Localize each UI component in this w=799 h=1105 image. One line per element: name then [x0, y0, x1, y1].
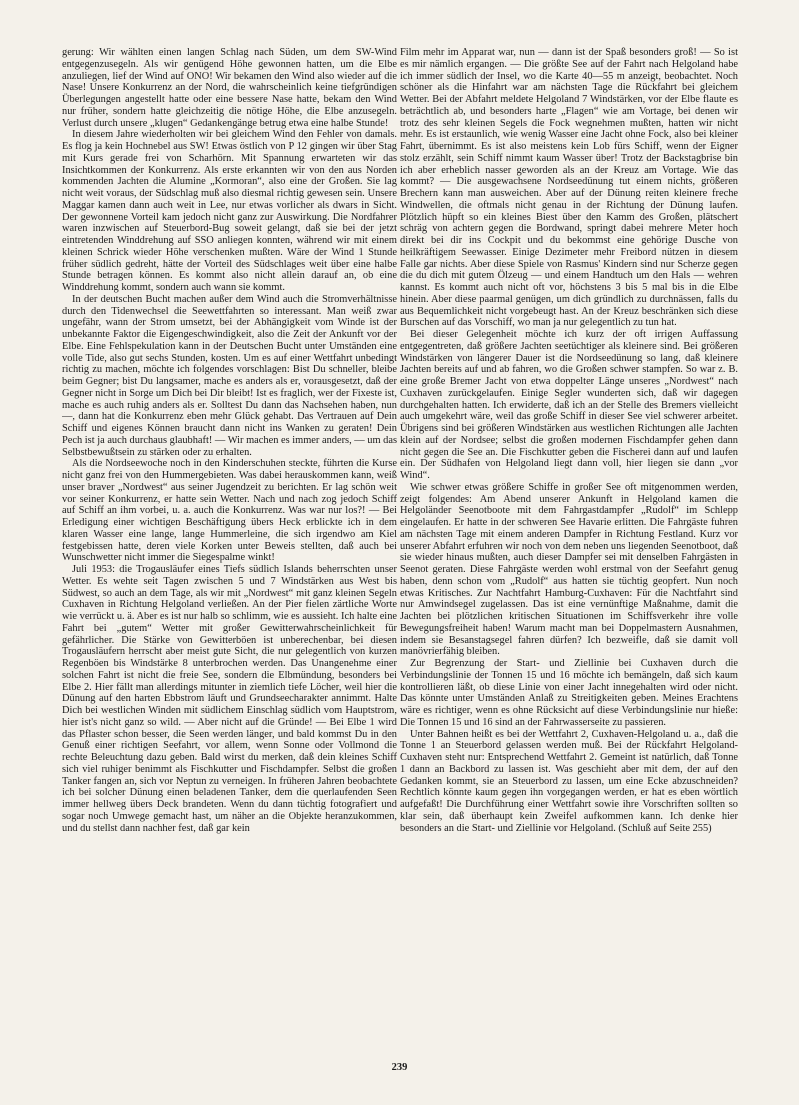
paragraph: Unter Bahnen heißt es bei der Wettfahrt 2, Cuxhaven-Helgoland u. a., daß die Tonne 1 an Steuerbord gelassen werden muß. Bei der Rückfahrt Helgoland-Cuxhaven steht nur: Entsprechend Wettfahrt 2. Gemeint ist natürlich, daß Tonne 1 dann an Backbord zu lassen ist. Was geschieht aber mit dem, der auf den Gedanken kommt, sie an Steuerbord zu lassen, um eine Ecke abzuschneiden? Rechtlich könnte kaum gegen ihn vorgegangen werden, er hat es eben wörtlich aufgefaßt! Die Durchführung einer Wettfahrt sowie ihre Vorschriften sollten so klar sein, daß überhaupt kein Zweifel aufkommen kann. Ich denke hier besonders an die Start- und Ziellinie vor Helgoland. (Schluß auf Seite 255) — [400, 728, 738, 834]
paragraph: In diesem Jahre wiederholten wir bei gleichem Wind den Fehler von damals. Es flog ja kein Hochnebel aus SW! Etwas östlich von P 12 gingen wir über Stag mit Kurs gerade frei von Scharhörn. Mit Spannung erwarteten wir das Insichtkommen der Konkurrenz. Als erste erkannten wir von den aus Norden kommenden Jachten die Alumine „Kormoran“, also eine der Großen. Sie lag nicht weit voraus, der Südschlag muß also diesmal richtig gewesen sein. Unsere Maggar kamen dann auch weit in Lee, nur etwas vorlicher als dwars in Sicht. Der gewonnene Vorteil kam jedoch nicht ganz zur Auswirkung. Die Nordfahrer waren inzwischen auf Steuerbord-Bug soweit gelangt, daß sie bei der jetzt eintretenden Winddrehung auf SSO anliegen konnten, während wir mit einem kleinen Schrick wieder Höhe verschenken mußten. Wäre der Wind 1 Stunde früher südlich gedreht, hätte der Vorteil des Südschlages weit über eine halbe Stunde betragen können. Es kommt also nicht allein darauf an, ob eine Winddrehung kommt, sondern auch wann sie kommt. — [62, 129, 397, 293]
page-number: 239 — [391, 1062, 408, 1073]
paragraph: Zur Begrenzung der Start- und Ziellinie bei Cuxhaven durch die Verbindungslinie der Tonnen 15 und 16 möchte ich bemängeln, daß sich kaum kontrollieren läßt, ob diese Linie von einer Jacht innegehalten wird oder nicht. Das könnte unter Umständen Anlaß zu Streitigkeiten geben. Meines Erachtens wäre es richtiger, wenn es ohne Rücksicht auf diese Verbindungslinie nur hieße: Die Tonnen 15 und 16 sind an der Fahrwasserseite zu passieren. — [400, 658, 738, 728]
left-text-column — [62, 47, 397, 1077]
paragraph: Film mehr im Apparat war, nun — dann ist der Spaß besonders groß! — So ist es mir nämlich ergangen. — Die größte See auf der Fahrt nach Helgoland habe ich immer südlich der Insel, wo die Karte 40—55 m anzeigt, beobachtet. Noch schöner als die Hinfahrt war am nächsten Tage die Rückfahrt bei gleichem Wetter. Bei der Abfahrt meldete Helgoland 7 Windstärken, vor der Elbe flaute es beträchtlich ab, und besonders harte „Flagen“ wie am Vortage, bei denen wir trotz des sehr kleinen Segels die Fock wegnehmen mußten, hatten wir nicht mehr. Es ist erstaunlich, wie wenig Wasser eine Jacht ohne Fock, also bei kleiner Fahrt, übernimmt. Es ist also meistens kein Lob fürs Schiff, wenn der Eigner stolz erzählt, sein Schiff nimmt kaum Wasser über! Trotz der Backstagbrise bin ich aber erheblich nasser geworden als an der Kreuz am Vortage. Wie das kommt? — Die ausgewachsene Nordseedünung tut einem nichts, größeren Brechern kann man ausweichen. Aber auf der Dünung reiten kleinere freche Windwellen, die oftmals nicht genau in der Richtung der Dünung laufen. Plötzlich hüpft so ein kleines Biest über den Kamm des Großen, plätschert schräg von achtern gegen die Bordwand, springt dabei mehrere Meter hoch direkt bei dir ins Cockpit und du bekommst eine gehörige Dusche von heilkräftigem Seewasser. Einige Dezimeter mehr Freibord nützen in diesem Falle gar nichts. Aber diese Spiele von Rasmus' Kindern sind nur Scherze gegen die du dich mit gutem Ölzeug — und einem Handtuch um den Hals — wehren kannst. Es kommt auch nicht oft vor, höchstens 3 bis 5 mal bis in die Elbe hinein. Aber diese paarmal genügen, um dich gründlich zu durchnässen, falls du aus Bequemlichkeit nicht vorgebeugt hast. An der Kreuz beschränken sich diese Burschen auf das Vorschiff, wo man ja nur gelegentlich zu tun hat. — [400, 47, 738, 329]
right-text-column — [400, 47, 738, 1077]
paragraph: gerung: Wir wählten einen langen Schlag nach Süden, um dem SW-Wind entgegenzusegeln. Als wir genügend Höhe gewonnen hatten, um die Elbe anzuliegen, lief der Wind auf ONO! Wir bekamen den Wind also wieder auf die Nase! Unsere Konkurrenz an der Nord, die wahrscheinlich keine tiefgründigen Überlegungen angestellt hatte oder eine bessere Nase hatte, bekam den Wind nur früher, sondern hatte gleichzeitig die nötige Höhe, die Elbe anzusegeln. Verlust durch unsere „klugen“ Gedankengänge betrug etwa eine halbe Stunde! — [62, 47, 397, 129]
paragraph: Als die Nordseewoche noch in den Kinderschuhen steckte, führten die Kurse nicht ganz frei von den Hummergebieten. Was dabei herauskommen kann, weiß unser braver „Nordwest“ aus seiner Jugendzeit zu berichten. Er lag schön weit vor seiner Konkurrenz, er hatte sein Wetter. Nach und nach zog jedoch Schiff auf Schiff an ihm vorbei, u. a. auch die Konkurrenz. Was war nur los?! — Bei Erledigung einer wichtigen Beschäftigung übers Heck erblickte ich in dem klaren Wasser eine lange, lange Hummerleine, die sich irgendwo am Kiel festgebissen hatte, deren viele Korken unter Beweis stellten, daß auch bei Wunschwetter nicht immer die Siegespalme winkt! — [62, 458, 397, 564]
paragraph: Juli 1953: die Trogausläufer eines Tiefs südlich Islands beherrschten unser Wetter. Es wehte seit Tagen zwischen 5 und 7 Windstärken aus West bis Südwest, so auch an dem Tage, als wir mit „Nordwest“ mit ganz kleinen Segeln Cuxhaven in Richtung Helgoland verließen. An der Pier fielen zärtliche Worte wie verrückt u. ä. Aber es ist nur halb so schlimm, wie es aussieht. Ich halte eine Fahrt bei „gutem“ Wetter mit großer Gewitterwahrscheinlichkeit für gefährlicher. Die Stärke von Gewitterböen ist unberechenbar, bei diesen Trogausläufern herrscht aber meist gute Sicht, die nur gelegentlich von kurzen Regenböen bis Windstärke 8 unterbrochen werden. Das Unangenehme einer solchen Fahrt ist nicht die freie See, sondern die Elbmündung, besonders bei Elbe 2. Hier fällt man allerdings mitunter in ziemlich tiefe Löcher, weil hier die Dünung auf den harten Ebbstrom läuft und Grundseecharakter annimmt. Halte Dich bei westlichen Winden mit südlichem Einschlag südlich vom Hauptstrom, hier ist's nicht ganz so wild. — Aber nicht auf die Gründe! — Bei Elbe 1 wird das Pflaster schon besser, die Seen werden länger, und bald kommst Du in den Genuß einer richtigen Seefahrt, vor allem, wenn Sonne oder Vollmond die rechte Beleuchtung dazu geben. Bald wirst du merken, daß dein kleines Schiff sich viel ruhiger benimmt als Fischkutter und Fischdampfer. Selbst die großen Tanker fangen an, sich vor Neptun zu verneigen. In früheren Jahren beobachtete ich bei solcher Dünung einen beladenen Tanker, dem die querlaufenden Seen immer hellweg übers Deck brandeten. Wenn du dann tüchtig fotografiert und sogar noch Umwege gemacht hast, um näher an die Objekte heranzukommen, und du stellst dann nachher fest, daß gar kein — [62, 564, 397, 834]
paragraph: Bei dieser Gelegenheit möchte ich kurz der oft irrigen Auffassung entgegentreten, daß größere Jachten seetüchtiger als kleinere sind. Bei größeren Windstärken von längerer Dauer ist die Nordseedünung so lang, daß kleinere Jachten bereits auf und ab fahren, wo die Großen schwer stampfen. So war z. B. eine große Bremer Jacht von etwa doppelter Länge unseres „Nordwest“ nach Cuxhaven zurückgelaufen. Einige Segler wunderten sich, daß wir dagegen durchgehalten hatten. Ich erwiderte, daß ich an der Stelle des Bremers vielleicht auch umgekehrt wäre, weil das große Schiff in dieser See viel schwerer arbeitet. Übrigens sind bei größeren Windstärken aus westlichen Richtungen alle Jachten klein auf der Nordsee; selbst die großen modernen Fischdampfer gehen dann nicht gegen die See an. Die Fischkutter geben die Fischerei dann auf und laufen ein. Der Südhafen von Helgoland liegt dann voll, hier liegen sie dann „vor Wind“. — [400, 329, 738, 481]
paragraph: Wie schwer etwas größere Schiffe in großer See oft mitgenommen werden, zeigt folgendes: Am Abend unserer Ankunft in Helgoland kamen die Helgoländer Seenotboote mit dem Fahrgastdampfer „Rudolf“ im Schlepp eingelaufen. Er hatte in der schweren See Havarie erlitten. Die Fahrgäste fuhren am nächsten Tage mit einem anderen Dampfer in Richtung Festland. Kurz vor unserer Abfahrt erfuhren wir noch von dem neben uns liegenden Seenotboot, daß sie wieder hinaus mußten, auch dieser Dampfer sei mit denselben Fahrgästen in Seenot geraten. Diese Fahrgäste werden wohl erstmal von der Seefahrt genug haben, denn schon vom „Rudolf“ aus hatten sie tüchtig geopfert. Nun noch etwas Kritisches. Zur Nachtfahrt Hamburg-Cuxhaven: Für die Nachtfahrt sind nur Amwindsegel zugelassen. Das ist eine vernünftige Maßnahme, damit die Jachten bei plötzlichen kritischen Situationen im Schiffsverkehr ihre volle Bewegungsfreiheit haben! Warum macht man bei Doppelmastern Ausnahmen, indem sie Besanstagsegel fahren dürfen? Ich bezweifle, daß sie damit voll manövrierfähig bleiben. — [400, 481, 738, 658]
paragraph: In der deutschen Bucht machen außer dem Wind auch die Stromverhältnisse durch den Tidenwechsel die Seewettfahrten so interessant. Man weiß zwar ungefähr, wann der Strom umsetzt, bei der Abhängigkeit vom Winde ist der unbekannte Faktor die Eigengeschwindigkeit, also die Zeit der Ankunft vor der Elbe. Eine Fehlspekulation kann in der Deutschen Bucht unter Umständen eine volle Tide, also gut sechs Stunden, kosten. Um es auf einer Wettfahrt unbedingt richtig zu machen, möchte ich folgendes vorschlagen: Bist Du schneller, bleibe beim Gegner; bist Du langsamer, mache es anders als er, vorausgesetzt, daß der Gegner nicht in Sorge um Dich bei Dir bleibt! Ist es fraglich, wer der Fixeste ist, mache es auch ruhig anders als er. Solltest Du dann das Nachsehen haben, nun —, dann hat die Konkurrenz eben mehr Glück gehabt. Das Vertrauen auf Dein Schiff und eigenes Können braucht dann nicht ins Wanken zu geraten! Dein Pech ist ja auch durchaus glaubhaft! — Wir machen es immer anders, — um das Selbstbewußtsein zu stärken oder zu erhalten. — [62, 293, 397, 458]
